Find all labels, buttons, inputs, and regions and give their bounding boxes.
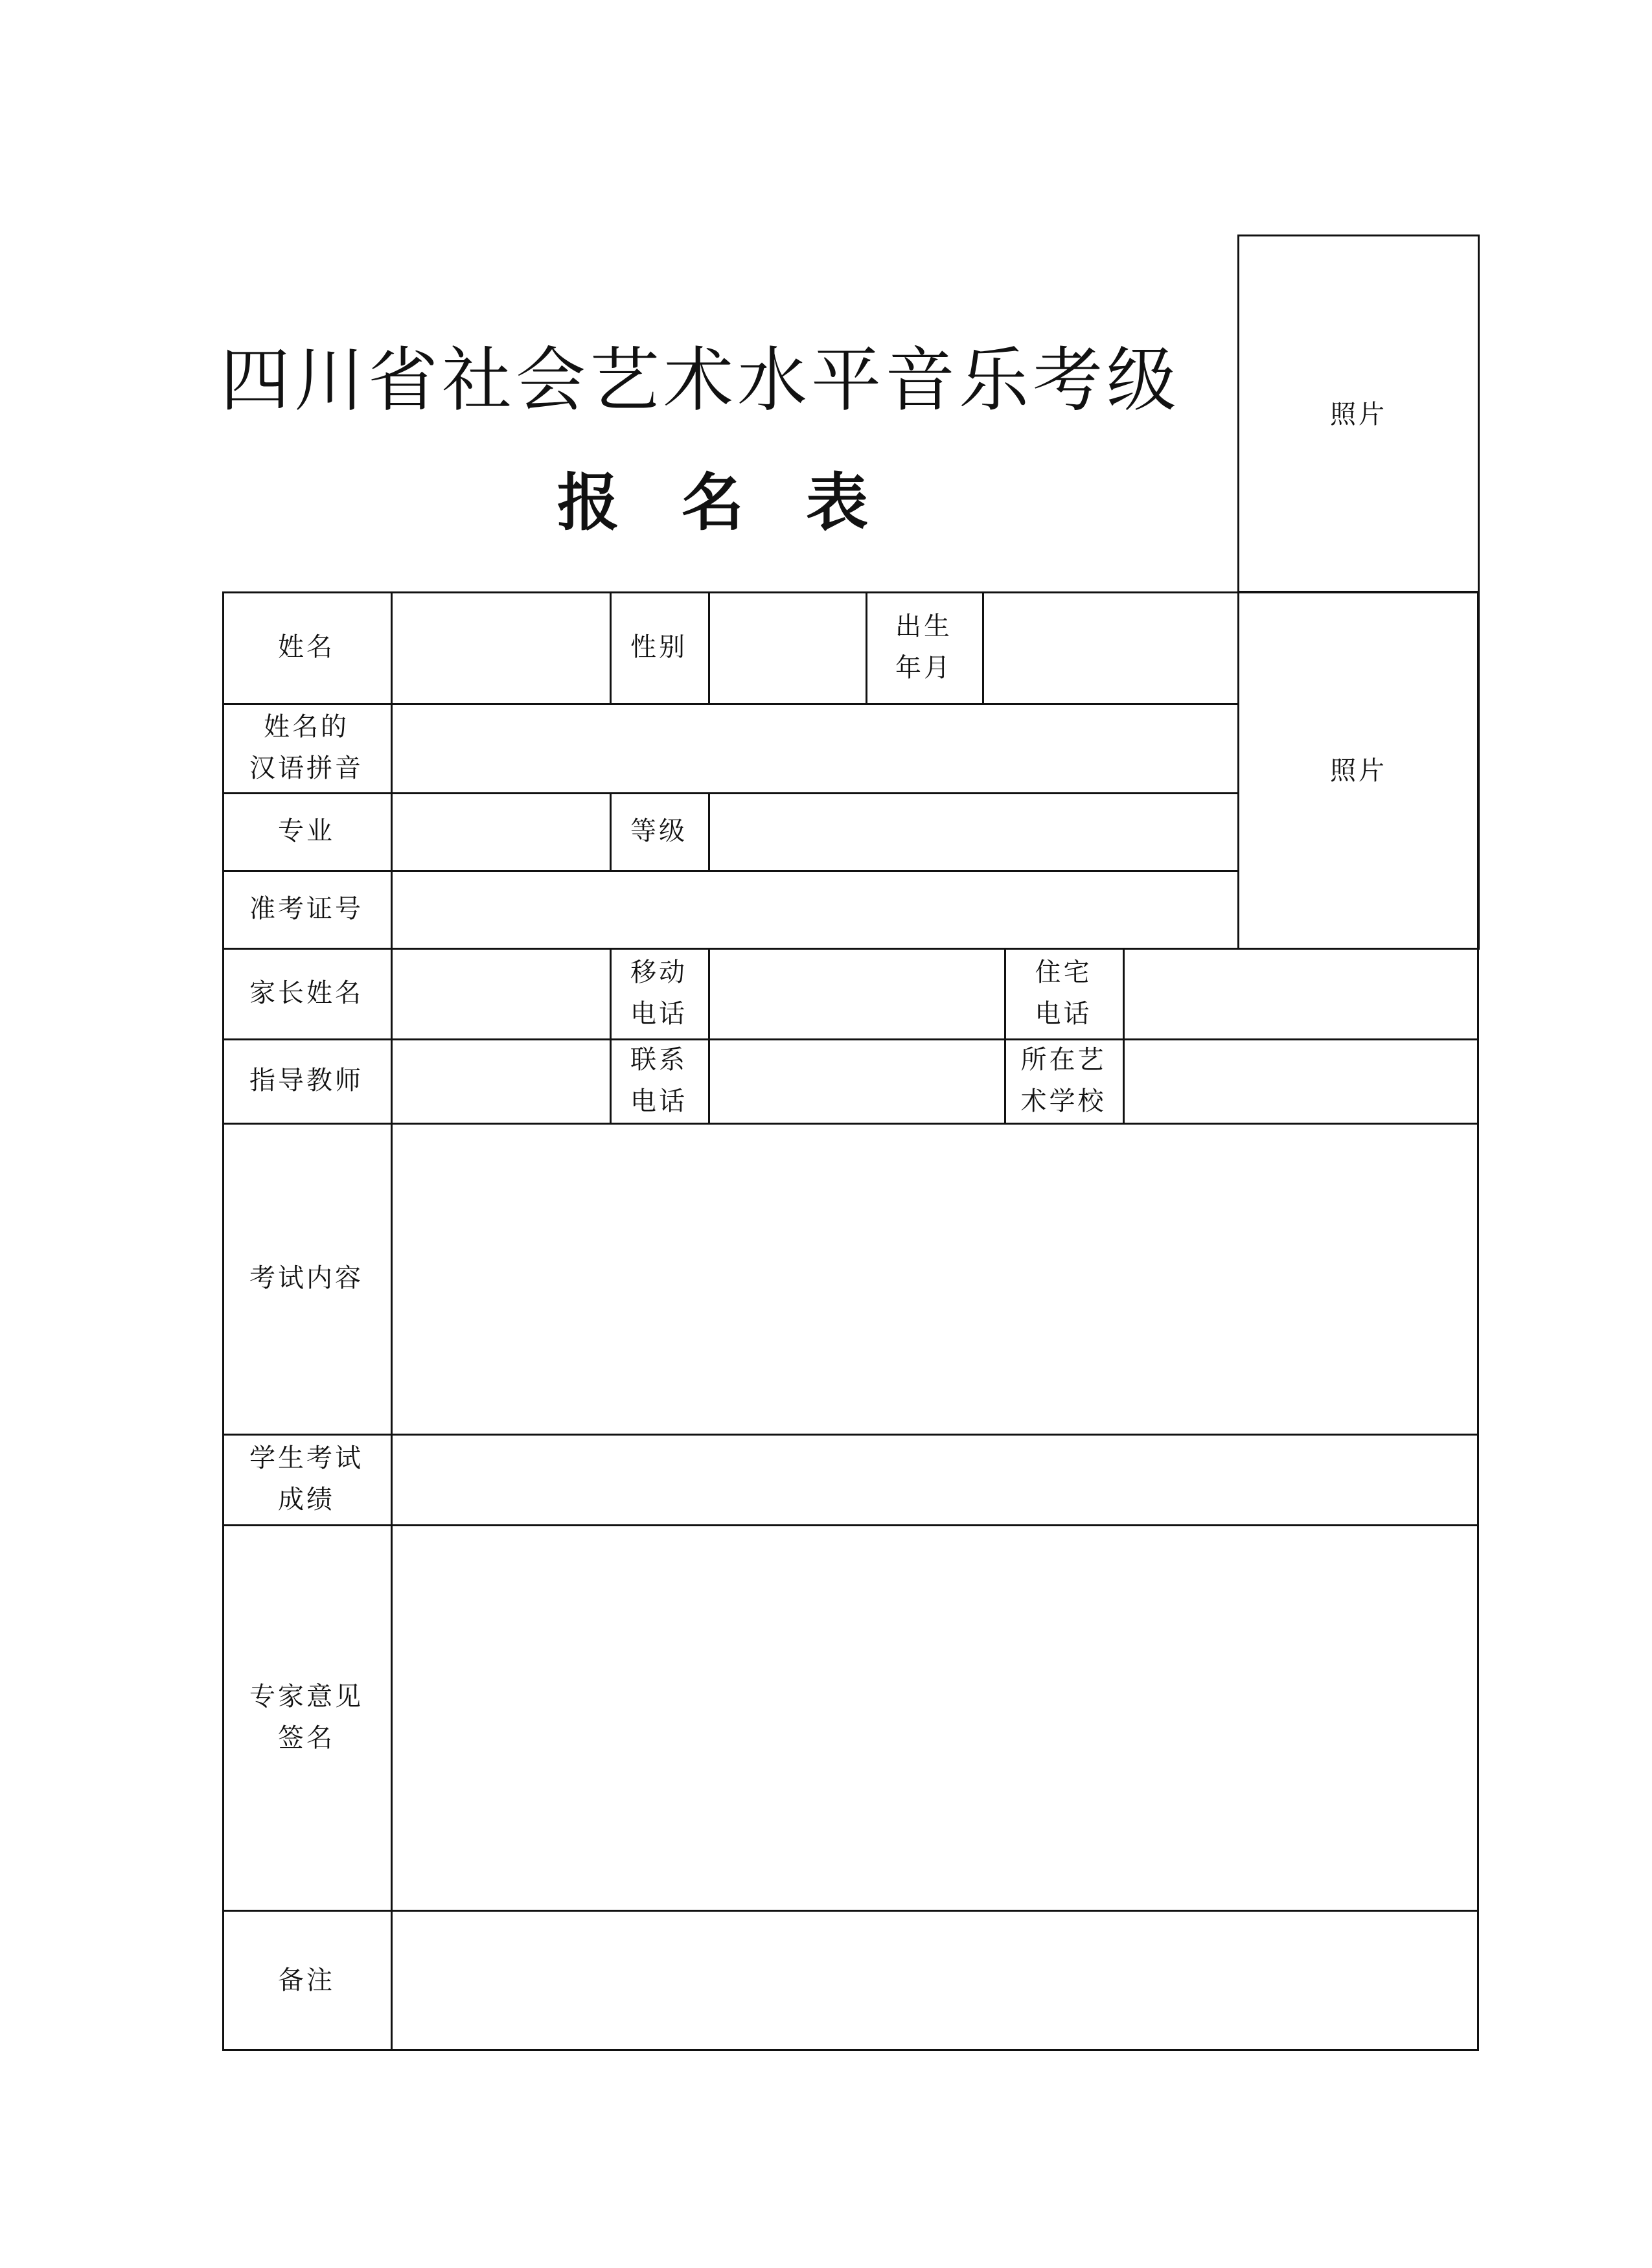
- major-field[interactable]: [393, 794, 610, 870]
- gender-field[interactable]: [710, 593, 866, 703]
- photo-label-top: 照片: [1330, 400, 1387, 430]
- exam-content-field[interactable]: [393, 1125, 1479, 1434]
- grade-label: 等级: [630, 816, 687, 846]
- score-label: 学生考试 成绩: [249, 1443, 363, 1515]
- contact-phone-field[interactable]: [710, 1040, 1004, 1123]
- birth-date-label: 出生 年月: [895, 612, 952, 683]
- mobile-phone-label: 移动 电话: [630, 957, 687, 1029]
- exam-content-label: 考试内容: [249, 1263, 363, 1293]
- school-label: 所在艺 术学校: [1020, 1045, 1107, 1116]
- form-subtitle: 报名表: [557, 466, 930, 539]
- form-title: 四川省社会艺术水平音乐考级: [220, 340, 1181, 421]
- teacher-field[interactable]: [393, 1040, 610, 1123]
- pinyin-label: 姓名的 汉语拼音: [249, 712, 363, 783]
- birth-date-field[interactable]: [984, 593, 1237, 703]
- major-label: 专业: [278, 816, 335, 846]
- gender-label: 性别: [630, 632, 687, 662]
- name-field[interactable]: [393, 593, 610, 703]
- expert-opinion-field[interactable]: [393, 1526, 1479, 1910]
- contact-phone-label: 联系 电话: [630, 1045, 687, 1116]
- grade-field[interactable]: [710, 794, 1237, 870]
- parent-name-field[interactable]: [393, 950, 610, 1038]
- home-phone-field[interactable]: [1125, 950, 1479, 1038]
- home-phone-label: 住宅 电话: [1035, 957, 1092, 1029]
- expert-opinion-label: 专家意见 签名: [249, 1681, 363, 1753]
- mobile-phone-field[interactable]: [710, 950, 1004, 1038]
- exam-id-label: 准考证号: [249, 894, 363, 924]
- parent-name-label: 家长姓名: [249, 978, 363, 1008]
- exam-id-field[interactable]: [393, 872, 1237, 948]
- score-field[interactable]: [393, 1436, 1479, 1524]
- school-field[interactable]: [1125, 1040, 1479, 1123]
- photo-label-main: 照片: [1330, 756, 1387, 786]
- teacher-label: 指导教师: [249, 1066, 363, 1095]
- remarks-field[interactable]: [393, 1912, 1479, 2051]
- pinyin-field[interactable]: [393, 705, 1237, 792]
- name-label: 姓名: [278, 632, 335, 662]
- remarks-label: 备注: [278, 1965, 335, 1995]
